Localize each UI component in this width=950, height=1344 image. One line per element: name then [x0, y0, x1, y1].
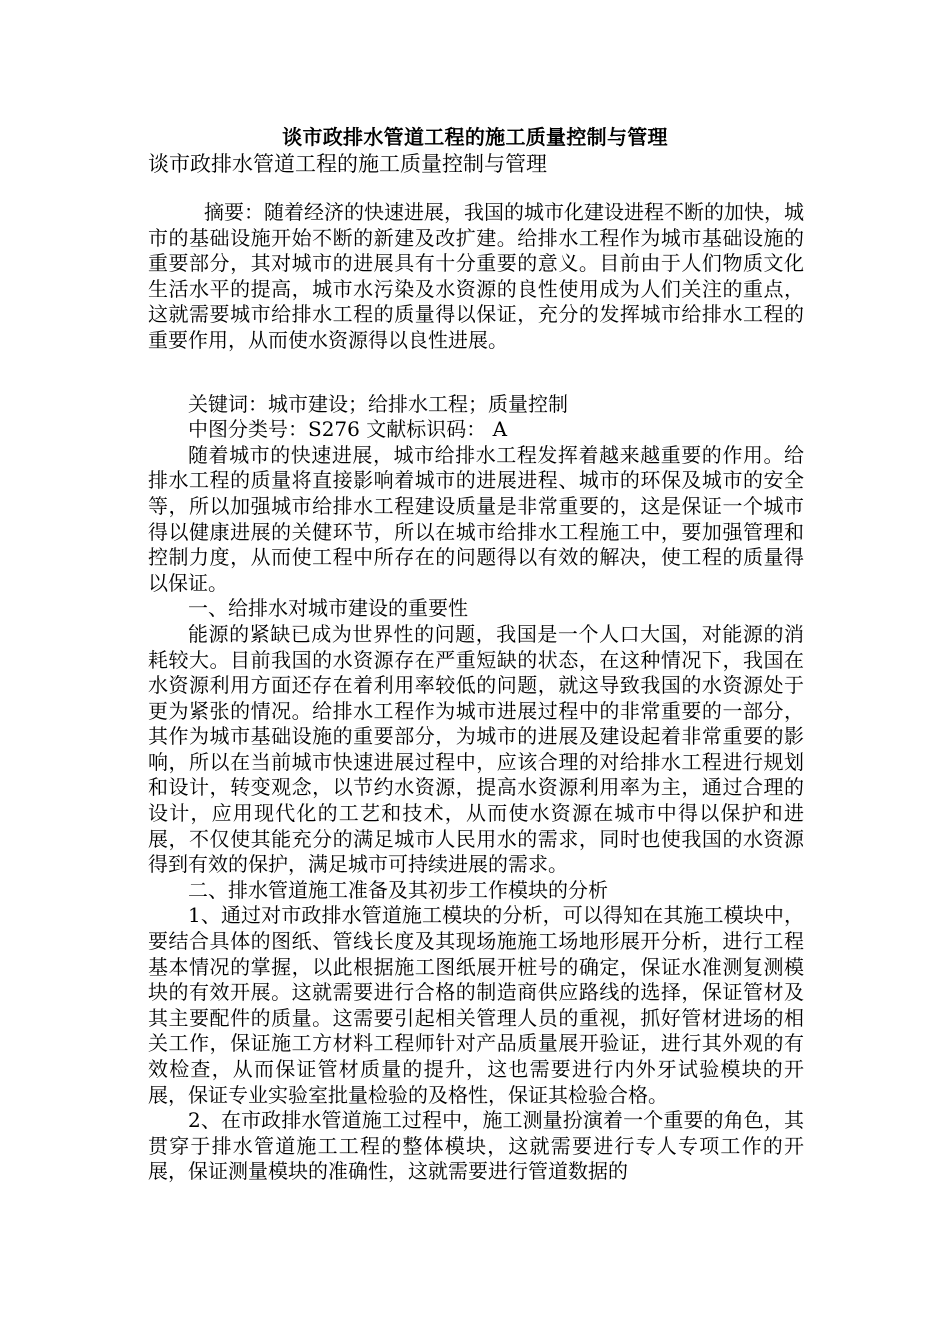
intro-paragraph: 随着城市的快速进展，城市给排水工程发挥着越来越重要的作用。给排水工程的质量将直接影响着城市的进展进程、城市的环保及城市的安全等，所以加强城市给排水工程建设质量是非常重要的，这是保证一个城市得以健康进展的关健环节，所以在城市给排水工程施工中，要加强管理和控制力度，从而使工程中所存在的问题得以有效的解决，使工程的质量得以保证。: [148, 442, 804, 595]
section-heading-1: 一、给排水对城市建设的重要性: [188, 596, 468, 621]
keywords-line: 关键词：城市建设；给排水工程；质量控制: [188, 391, 568, 416]
section-1-paragraph: 能源的紧缺已成为世界性的问题，我国是一个人口大国，对能源的消耗较大。目前我国的水资源存在严重短缺的状态，在这种情况下，我国在水资源利用方面还存在着利用率较低的问题，就这导致我国的水资源处于更为紧张的情况。给排水工程作为城市进展过程中的非常重要的一部分，其作为城市基础设施的重要部分，为城市的进展及建设起着非常重要的影响，所以在当前城市快速进展过程中，应该合理的对给排水工程进行规划和设计，转变观念，以节约水资源，提高水资源利用率为主，通过合理的设计，应用现代化的工艺和技术，从而使水资源在城市中得以保护和进展，不仅使其能充分的满足城市人民用水的需求，同时也使我国的水资源得到有效的保护，满足城市可持续进展的需求。: [148, 621, 804, 877]
section-2-item-2: 2、在市政排水管道施工过程中，施工测量扮演着一个重要的角色，其贯穿于排水管道施工工程的整体模块，这就需要进行专人专项工作的开展，保证测量模块的准确性，这就需要进行管道数据的: [148, 1108, 804, 1184]
document-title: 谈市政排水管道工程的施工质量控制与管理: [282, 125, 668, 149]
document-body: [148, 200, 804, 1185]
section-heading-2: 二、排水管道施工准备及其初步工作模块的分析: [188, 877, 608, 902]
section-2-item-1: 1、通过对市政排水管道施工模块的分析，可以得知在其施工模块中，要结合具体的图纸、管线长度及其现场施施工场地形展开分析，进行工程基本情况的掌握，以此根据施工图纸展开桩号的确定，保证水准测复测模块的有效开展。这就需要进行合格的制造商供应路线的选择，保证管材及其主要配件的质量。这需要引起相关管理人员的重视，抓好管材进场的相关工作，保证施工方材料工程师针对产品质量展开验证，进行其外观的有效检查，从而保证管材质量的提升，这也需要进行内外牙试验模块的开展，保证专业实验室批量检验的及格性，保证其检验合格。: [148, 903, 804, 1107]
abstract-paragraph: 摘要：随着经济的快速进展，我国的城市化建设进程不断的加快，城市的基础设施开始不断的新建及改扩建。给排水工程作为城市基础设施的重要部分，其对城市的进展具有十分重要的意义。目前由于人们物质文化生活水平的提高，城市水污染及水资源的良性使用成为人们关注的重点，这就需要城市给排水工程的质量得以保证，充分的发挥城市给排水工程的重要作用，从而使水资源得以良性进展。: [148, 200, 804, 352]
spacer: [148, 354, 804, 392]
document-subtitle: 谈市政排水管道工程的施工质量控制与管理: [148, 152, 547, 176]
classification-line: 中图分类号：S276 文献标识码： A: [188, 417, 508, 442]
